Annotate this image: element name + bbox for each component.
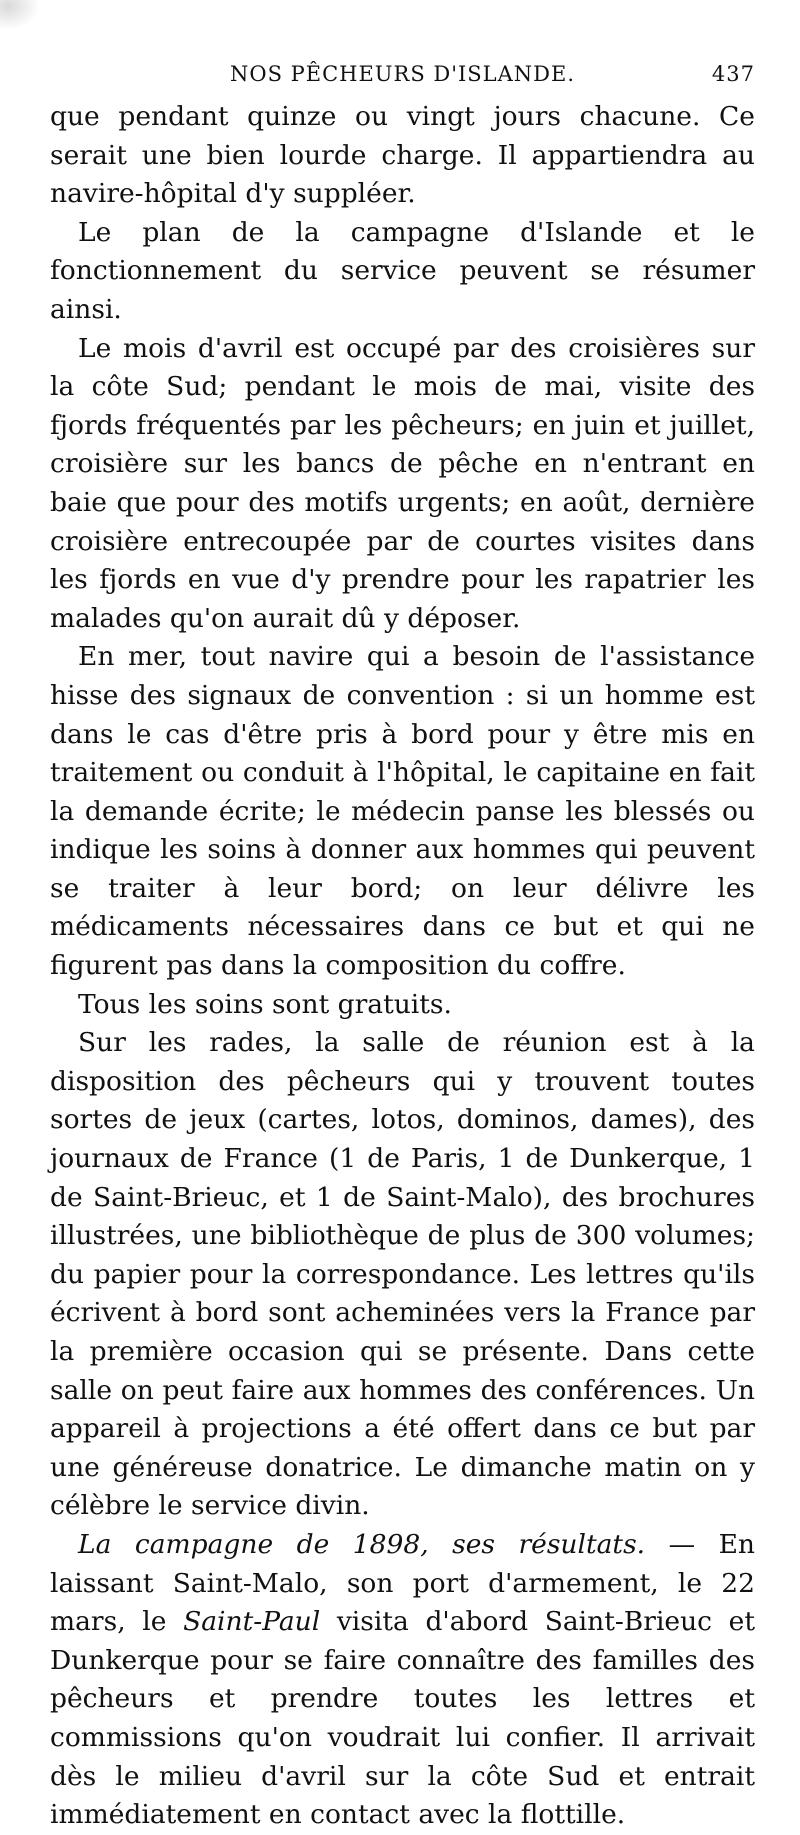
paragraph: Tous les soins sont gratuits.	[78, 988, 452, 1020]
paragraph: Le mois d'avril est occupé par des croisières sur la côte Sud; pendant le mois de mai, visite des fjords fréquentés par les pêcheurs; en juin et juillet, croisière sur les bancs de pêche en n'entrant en baie que pour des motifs urgents; en août, dernière croisière entrecoupée par de courtes visites dans les fjords en vue d'y prendre pour les rapatrier les malades qu'on aurait dû y déposer.	[50, 332, 755, 634]
running-title: NOS PÊCHEURS D'ISLANDE.	[229, 62, 575, 86]
paragraph: que pendant quinze ou vingt jours chacune. Ce serait une bien lourde charge. Il appartiendra au navire-hôpital d'y suppléer.	[50, 101, 755, 210]
paragraph: En mer, tout navire qui a besoin de l'assistance hisse des signaux de convention : si un homme est dans le cas d'être pris à bord pour y être mis en traitement ou conduit à l'hôpital, le capitaine en fait la demande écrite; le médecin panse les blessés ou indique les soins à donner aux hommes qui peuvent se traiter à leur bord; on leur délivre les médicaments nécessaires dans ce but et qui ne figurent pas dans la composition du coffre.	[50, 641, 755, 982]
dash: —	[645, 1528, 719, 1560]
text-after-ship: visita d'abord Saint-Brieuc et Dunkerque pour se faire connaître des familles des pêcheurs et prendre toutes les lettres et commissions qu'on voudrait lui confier. Il arrivait dès le milieu d'avril sur la côte Sud et entrait immédiatement en contact avec la flottille.	[50, 1606, 756, 1831]
paragraph: Sur les rades, la salle de réunion est à la disposition des pêcheurs qui y trouvent toutes sortes de jeux (cartes, lotos, dominos, dames), des journaux de France (1 de Paris, 1 de Dunkerque, 1 de Saint-Brieuc, et 1 de Saint-Malo), des brochures illustrées, une bibliothèque de plus de 300 volumes; du papier pour la correspondance. Les lettres qu'ils écrivent à bord sont acheminées vers la France par la première occasion qui se présente. Dans cette salle on peut faire aux hommes des conférences. Un appareil à projections a été offert dans ce but par une généreuse donatrice. Le dimanche matin on y célèbre le service divin.	[50, 1027, 755, 1522]
paragraph: Le plan de la campagne d'Islande et le fonctionnement du service peuvent se résumer ainsi.	[50, 216, 755, 325]
section-heading: La campagne de 1898, ses résultats.	[78, 1528, 646, 1560]
running-head	[50, 58, 755, 98]
scan-smudge	[0, 0, 40, 30]
section-paragraph	[50, 1526, 755, 1835]
page-number: 437	[711, 62, 755, 86]
body-text	[50, 98, 755, 1835]
ship-name: Saint-Paul	[183, 1606, 321, 1638]
text-before-ship: En laissant Saint-Malo, son port d'armement, le 22 mars, le	[50, 1528, 755, 1638]
book-page	[50, 58, 755, 1835]
